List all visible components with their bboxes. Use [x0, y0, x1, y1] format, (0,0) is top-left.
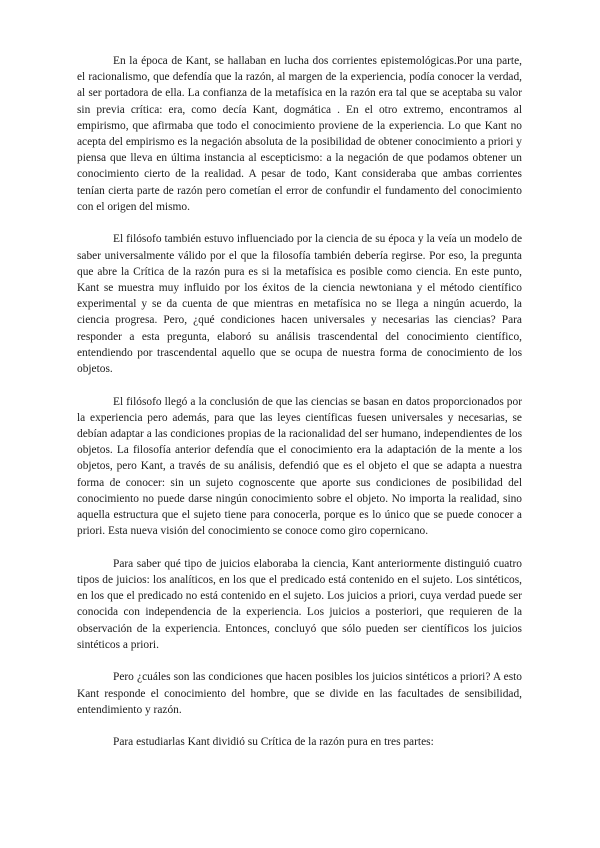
paragraph-synthetic-a-priori: Pero ¿cuáles son las condiciones que hacen posibles los juicios sintéticos a priori? A esto Kant responde el conocimiento del hombre, que se divide en las facultades de sensibilidad, entendimiento y razón. [77, 671, 522, 716]
body-text [77, 53, 522, 751]
paragraph-types-of-judgments: Para saber qué tipo de juicios elaboraba la ciencia, Kant anteriormente distinguió cuatro tipos de juicios: los analíticos, en los que el predicado está contenido en el sujeto. Los sintéticos, en los que el predicado no está contenido en el sujeto. Los juicios a priori, cuya verdad puede ser conocida con independencia de la experiencia. Los juicios a posteriori, que requieren de la observación de la experiencia. Entonces, concluyó que sólo pueden ser científicos los juicios sintéticos a priori. [77, 557, 522, 651]
paragraph-copernican-turn: El filósofo llegó a la conclusión de que las ciencias se basan en datos proporcionados por la experiencia pero además, para que las leyes científicas fuesen universales y necesarias, se debían adaptar a las condiciones propias de la racionalidad del ser humano, independientes de los objetos. La filosofía anterior defendía que el conocimiento era la adaptación de la mente a los objetos, pero Kant, a través de su análisis, defendió que es el objeto el que se adapta a nuestra forma de conocer: sin un sujeto cognoscente que aporte sus condiciones de posibilidad del conocimiento no puede darse ningún conocimiento sobre el objeto. No importa la realidad, sino aquella estructura que el sujeto tiene para conocerla, porque es lo único que se puede conocer a priori. Esta nueva visión del conocimiento se conoce como giro copernicano. [77, 395, 522, 538]
paragraph-science-influence: El filósofo también estuvo influenciado por la ciencia de su época y la veía un modelo de saber universalmente válido por el que la filosofía también debería regirse. Por eso, la pregunta que abre la Crítica de la razón pura es si la metafísica es posible como ciencia. En este punto, Kant se muestra muy influido por los éxitos de la ciencia newtoniana y el método científico experimental y se da cuenta de que mientras en metafísica no se llega a ningún acuerdo, la ciencia progresa. Pero, ¿qué condiciones hacen universales y necesarias las ciencias? Para responder a esta pregunta, elaboró su análisis trascendental del conocimiento científico, entendiendo por trascendental aquello que se ocupa de nuestra forma de conocimiento de los objetos. [77, 233, 522, 376]
paragraph-epistemological-currents: En la época de Kant, se hallaban en lucha dos corrientes epistemológicas.Por una parte, el racionalismo, que defendía que la razón, al margen de la experiencia, podía conocer la verdad, al ser portadora de ella. La confianza de la metafísica en la razón era tal que se aceptaba su valor sin previa crítica: era, como decía Kant, dogmática . En el otro extremo, encontramos al empirismo, que afirmaba que todo el conocimiento proviene de la experiencia. Lo que Kant no acepta del empirismo es la negación absoluta de la posibilidad de obtener conocimiento a priori y piensa que lleva en última instancia al escepticismo: a la negación de que podamos obtener un conocimiento cierto de la realidad. A pesar de todo, Kant consideraba que ambas corrientes tenían cierta parte de razón pero cometían el error de confundir el fundamento del conocimiento con el origen del mismo. [77, 55, 522, 213]
paragraph-three-parts: Para estudiarlas Kant dividió su Crítica de la razón pura en tres partes: [113, 736, 434, 749]
